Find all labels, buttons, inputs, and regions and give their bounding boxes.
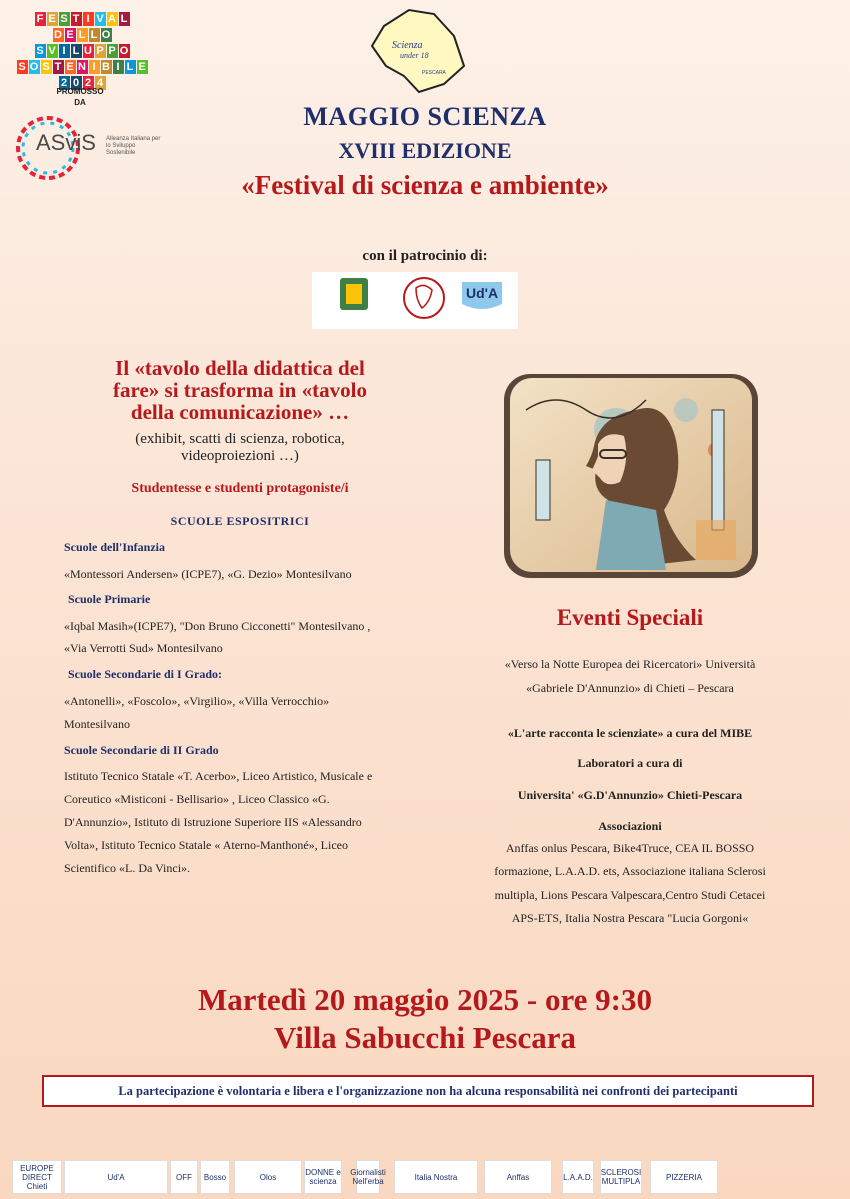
patrocinio-logos [312, 272, 518, 329]
festival-logo-letter: P [108, 45, 116, 57]
festival-logo-letter: V [48, 45, 56, 57]
sec2-line: D'Annunzio», Istituto di Istruzione Superiore IIS «Alessandro [64, 815, 362, 829]
associazioni-line: APS-ETS, Italia Nostra Pescara "Lucia Gorgoni« [511, 911, 749, 925]
event-place: Villa Sabucchi Pescara [274, 1020, 576, 1055]
festival-logo-letter: E [66, 61, 74, 73]
sponsor-logo: SCLEROSI MULTIPLA [600, 1160, 642, 1194]
sponsor-logo: DONNE e scienza [304, 1160, 342, 1194]
abruzzo-map-logo [364, 6, 470, 96]
da-label: DA [74, 98, 86, 107]
asvis-name: ASviS [36, 130, 96, 155]
festival-logo-letter: U [84, 45, 92, 57]
festival-logo-letter: I [83, 12, 94, 26]
festival-logo-letter: S [36, 45, 44, 57]
festival-logo-letter: N [78, 61, 86, 73]
festival-logo-letter: O [101, 29, 111, 41]
festival-logo-line [8, 28, 156, 42]
left-subtext [60, 431, 420, 465]
evento-line: «Gabriele D'Annunzio» di Chieti – Pescara [526, 681, 734, 695]
festival-logo-line [8, 12, 156, 26]
primarie-line: «Via Verrotti Sud» Montesilvano [64, 641, 223, 655]
svg-text:under 18: under 18 [400, 51, 429, 60]
festival-logo-letter: L [125, 60, 136, 74]
festival-logo-letter: T [53, 60, 64, 74]
festival-logo-line [8, 60, 156, 74]
festival-logo-letter: S [18, 61, 26, 73]
sponsor-logo: EUROPE DIRECT Chieti [12, 1160, 62, 1194]
eventi-title: Eventi Speciali [556, 605, 704, 630]
sec1-line: Montesilvano [64, 717, 130, 731]
associazioni-heading: Associazioni [598, 819, 662, 833]
festival-logo-letter: I [113, 60, 124, 74]
infanzia-heading: Scuole dell'Infanzia [64, 540, 166, 554]
festival-logo-letter: F [35, 12, 46, 26]
festival-logo-line [8, 44, 156, 58]
sponsor-logo: Ud'A [64, 1160, 168, 1194]
headline-line: della comunicazione» … [130, 400, 350, 424]
festival-logo [8, 12, 156, 92]
festival-logo-letter: 0 [71, 76, 82, 90]
festival-logo-letter: E [138, 61, 146, 73]
festival-logo-letter: E [48, 13, 56, 25]
sponsor-logo: Bosso [200, 1160, 230, 1194]
sec2-line: Coreutico «Misticoni - Bellisario» , Liceo Classico «G. [64, 792, 330, 806]
festival-logo-letter: T [71, 12, 82, 26]
festival-logo-letter: S [42, 61, 50, 73]
headline-line: fare» si trasforma in «tavolo [113, 378, 367, 402]
sponsor-logo: Olos [234, 1160, 302, 1194]
participation-note: La partecipazione è volontaria e libera e l'organizzazione non ha alcuna responsabilità nei confronti dei partecipanti [42, 1075, 814, 1107]
universita-label: Universita' «G.D'Annunzio» Chieti-Pescara [517, 788, 743, 802]
festival-logo-letter: O [119, 45, 129, 57]
sponsor-logo: L.A.A.D. [562, 1160, 594, 1194]
sub-line: videoproiezioni …) [181, 448, 299, 464]
sec2-heading: Scuole Secondarie di II Grado [64, 743, 219, 757]
patrocinio-logo-icons [312, 272, 518, 329]
festival-logo-letter: B [102, 61, 110, 73]
festival-logo-letter: I [89, 60, 100, 74]
evento-line: «Verso la Notte Europea dei Ricercatori» Università [504, 657, 756, 671]
scientist-illustration [496, 370, 766, 586]
subtitle: «Festival di scienza e ambiente» [241, 170, 609, 200]
sponsor-logo: Anffas [484, 1160, 552, 1194]
scuole-title: SCUOLE ESPOSITRICI [170, 514, 310, 528]
associazioni-line: formazione, L.A.A.D. ets, Associazione italiana Sclerosi [494, 864, 766, 878]
festival-logo-letter: 4 [95, 76, 106, 90]
festival-logo-letter: D [54, 29, 62, 41]
page-title: MAGGIO SCIENZA [303, 102, 547, 131]
primarie-line: «Iqbal Masih»(ICPE7), "Don Bruno Cicconetti" Montesilvano , [64, 619, 371, 633]
sec2-line: Istituto Tecnico Statale «T. Acerbo», Liceo Artistico, Musicale e [64, 769, 373, 783]
festival-logo-letter: L [77, 28, 88, 42]
festival-logo-letter: 2 [83, 76, 94, 90]
festival-logo-letter: O [29, 61, 39, 73]
sponsor-logo: OFF [170, 1160, 198, 1194]
event-date: Martedì 20 maggio 2025 - ore 9:30 [198, 982, 652, 1017]
promosso-label: PROMOSSO [56, 87, 104, 96]
festival-logo-letter: L [71, 44, 82, 58]
festival-logo-letter: S [60, 13, 68, 25]
sub-line: (exhibit, scatti di scienza, robotica, [135, 431, 345, 447]
sec1-line: «Antonelli», «Foscolo», «Virgilio», «Villa Verrocchio» [64, 694, 330, 708]
festival-logo-letter: 2 [59, 76, 70, 90]
edition: XVIII EDIZIONE [338, 138, 512, 163]
sec2-line: Scientifico «L. Da Vinci». [64, 861, 191, 875]
festival-logo-letter: A [108, 13, 116, 25]
svg-text:Ud'A: Ud'A [466, 285, 499, 301]
patrocinio-label: con il patrocinio di: [362, 248, 488, 264]
primarie-heading: Scuole Primarie [68, 592, 151, 606]
festival-logo-letter: L [119, 12, 130, 26]
laboratori-label: Laboratori a cura di [577, 756, 683, 770]
svg-text:Scienza: Scienza [392, 40, 423, 51]
sponsor-logo: Giornalisti Nell'erba [356, 1160, 380, 1194]
sec1-heading: Scuole Secondarie di I Grado: [68, 667, 223, 681]
associazioni-line: Anffas onlus Pescara, Bike4Truce, CEA IL BOSSO [505, 841, 755, 855]
festival-logo-letter: P [96, 45, 104, 57]
sponsor-logo: Italia Nostra [394, 1160, 478, 1194]
festival-logo-letter: E [66, 29, 74, 41]
festival-logo-letter: I [59, 44, 70, 58]
headline-line: Il «tavolo della didattica del [115, 356, 365, 380]
festival-logo-letter: V [96, 13, 104, 25]
sponsor-logo: PIZZERIA [650, 1160, 718, 1194]
infanzia-list: «Montessori Andersen» (ICPE7), «G. Dezio» Montesilvano [64, 567, 352, 581]
associazioni-line: multipla, Lions Pescara Valpescara,Centro Studi Cetacei [494, 888, 766, 902]
studenti-label: Studentesse e studenti protagoniste/i [131, 481, 349, 496]
svg-text:PESCARA: PESCARA [422, 70, 446, 76]
festival-logo-letter: L [89, 28, 100, 42]
sec2-line: Volta», Istituto Tecnico Statale « Aterno-Manthoné», Liceo [64, 838, 348, 852]
left-headline [60, 357, 420, 423]
evento-arte: «L'arte racconta le scienziate» a cura del MIBE [507, 726, 753, 740]
asvis-tagline: Alleanza Italiana per lo Sviluppo Sostenibile [106, 136, 161, 156]
